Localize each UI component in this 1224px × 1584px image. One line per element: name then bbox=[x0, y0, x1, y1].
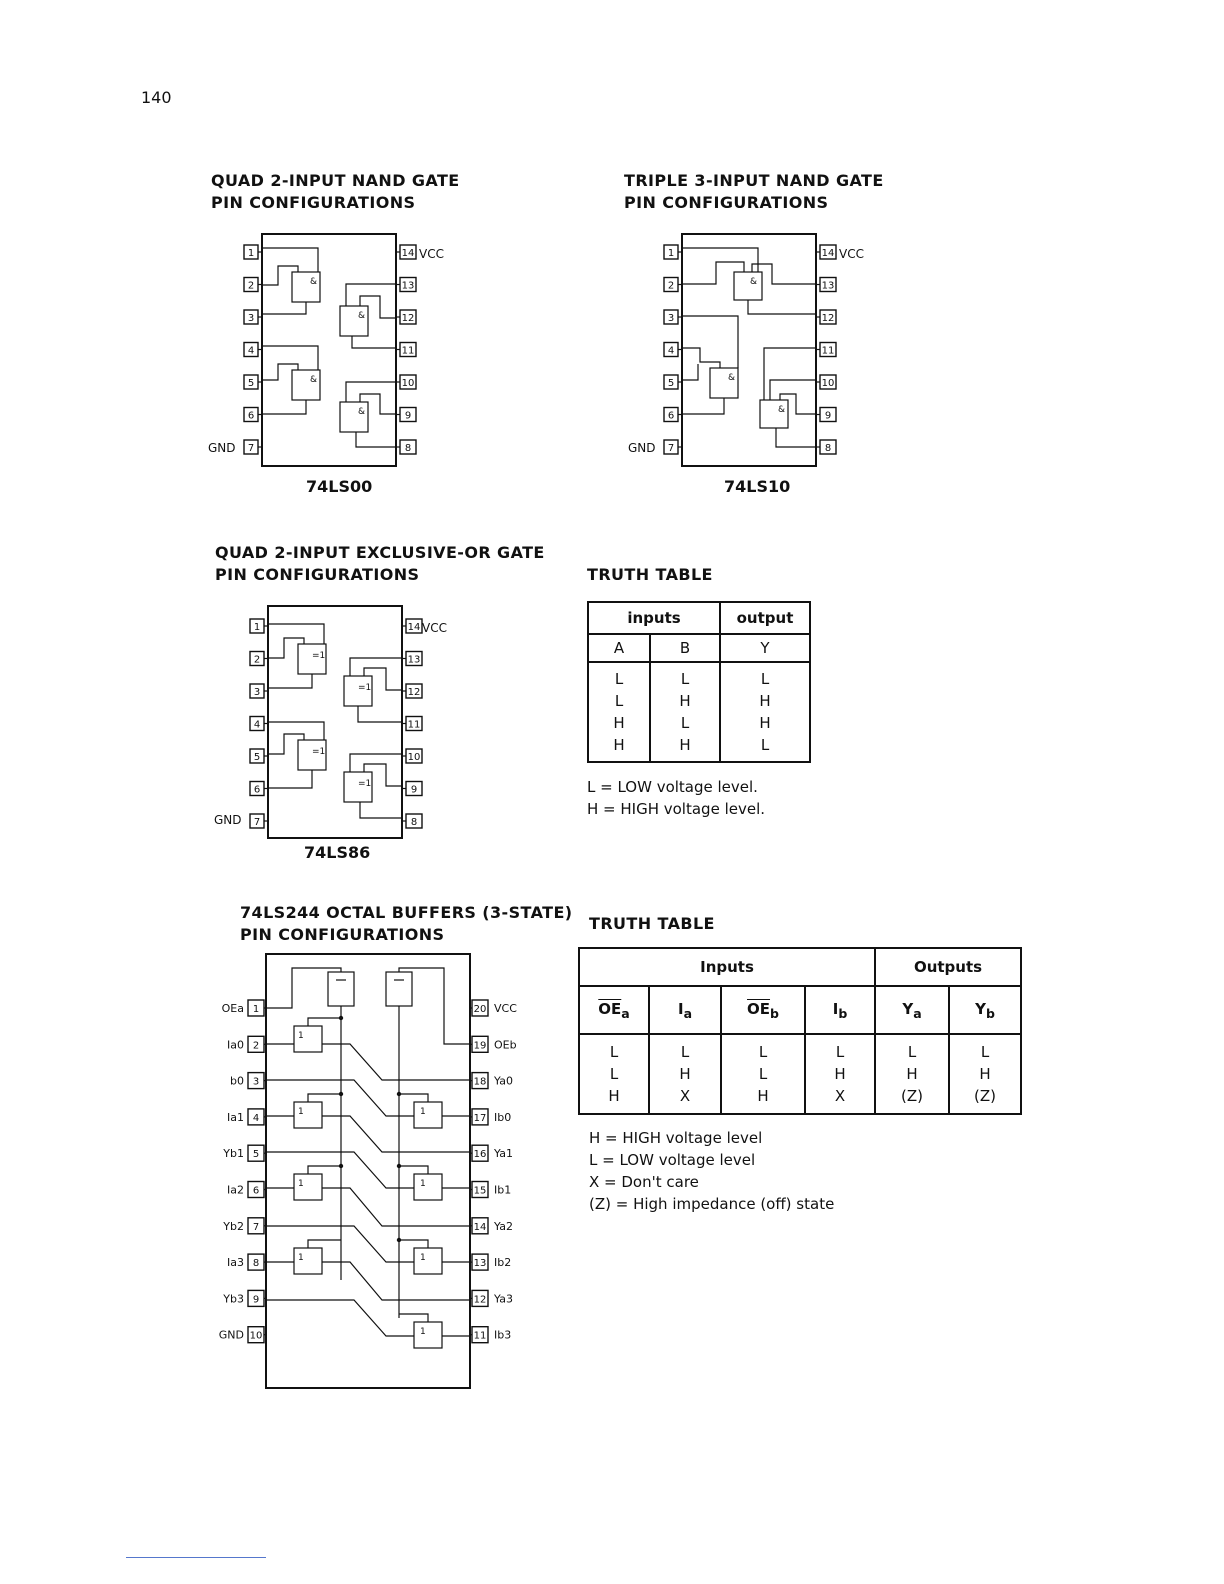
svg-text:12: 12 bbox=[407, 687, 421, 698]
pin-9 bbox=[396, 408, 416, 422]
pin-5 bbox=[664, 375, 682, 389]
col-yb-header: $Y_b$ bbox=[949, 986, 1021, 1034]
svg-text:2: 2 bbox=[247, 280, 255, 292]
svg-text:5: 5 bbox=[253, 752, 261, 763]
col-yb-values: L H (Z) bbox=[949, 1034, 1021, 1114]
svg-text:2: 2 bbox=[252, 1040, 260, 1052]
svg-text:&: & bbox=[310, 375, 318, 385]
pin-label: Ib2 bbox=[494, 1256, 512, 1270]
svg-text:7: 7 bbox=[253, 817, 261, 828]
svg-text:6: 6 bbox=[667, 410, 675, 422]
svg-text:4: 4 bbox=[253, 719, 261, 731]
xor-note-low: L = LOW voltage level. bbox=[587, 778, 758, 796]
pin-12 bbox=[816, 310, 836, 324]
pin-label: Yb1 bbox=[223, 1147, 244, 1161]
outputs-group-header: Outputs bbox=[875, 948, 1021, 986]
pin-label: Yb2 bbox=[223, 1219, 244, 1233]
svg-text:=1: =1 bbox=[358, 779, 372, 789]
svg-text:13: 13 bbox=[407, 654, 421, 666]
svg-text:3: 3 bbox=[252, 1076, 260, 1088]
col-ya-header: $Y_a$ bbox=[875, 986, 949, 1034]
pin-11 bbox=[470, 1327, 488, 1343]
pin-label: Ia3 bbox=[227, 1256, 244, 1270]
pin-5 bbox=[244, 375, 262, 389]
pin-3 bbox=[664, 310, 682, 324]
pin-6 bbox=[248, 1182, 266, 1198]
svg-text:10: 10 bbox=[401, 378, 415, 389]
col-ia-header: $I_a$ bbox=[649, 986, 721, 1034]
pin-10 bbox=[816, 375, 836, 389]
svg-text:&: & bbox=[728, 373, 736, 383]
svg-text:6: 6 bbox=[247, 410, 255, 422]
buffer-note-highz: (Z) = High impedance (off) state bbox=[589, 1195, 835, 1213]
col-oea-header: $\overline{OE}_a$ bbox=[579, 986, 649, 1034]
svg-text:14: 14 bbox=[401, 248, 415, 259]
svg-text:1: 1 bbox=[420, 1253, 426, 1263]
svg-text:1: 1 bbox=[247, 248, 255, 259]
col-y-values: L H H L bbox=[720, 662, 810, 762]
col-oeb-header: $\overline{OE}_b$ bbox=[721, 986, 805, 1034]
svg-text:&: & bbox=[750, 277, 758, 287]
pin-label: Ib0 bbox=[494, 1110, 512, 1124]
chip-body bbox=[266, 954, 470, 1388]
page-number: 140 bbox=[141, 88, 172, 107]
xor-truth-table bbox=[587, 601, 811, 763]
svg-text:15: 15 bbox=[473, 1185, 487, 1197]
xor-heading-line1: QUAD 2-INPUT EXCLUSIVE-OR GATE bbox=[215, 543, 545, 562]
xor-note-high: H = HIGH voltage level. bbox=[587, 800, 766, 818]
svg-text:3: 3 bbox=[253, 687, 261, 698]
pin-label: Ya2 bbox=[494, 1219, 513, 1233]
inputs-group-header: inputs bbox=[588, 602, 720, 634]
nand3-heading-line2: PIN CONFIGURATIONS bbox=[624, 193, 829, 212]
pin-12 bbox=[396, 310, 416, 324]
pin-14 bbox=[470, 1218, 488, 1234]
buffer-note-dontcare: X = Don't care bbox=[589, 1173, 699, 1191]
col-oeb-values: L L H bbox=[721, 1034, 805, 1114]
svg-text:14: 14 bbox=[473, 1221, 487, 1233]
svg-text:9: 9 bbox=[404, 410, 412, 422]
xor-gate bbox=[344, 658, 402, 722]
nand3-pinout-diagram bbox=[620, 228, 880, 478]
pin-4 bbox=[664, 343, 682, 357]
svg-text:10: 10 bbox=[407, 752, 421, 763]
pin-5 bbox=[248, 1145, 266, 1161]
svg-text:7: 7 bbox=[667, 443, 675, 454]
pin-13 bbox=[402, 652, 422, 666]
pin-18 bbox=[470, 1073, 488, 1089]
svg-text:1: 1 bbox=[252, 1004, 260, 1015]
pin-label: Yb3 bbox=[223, 1292, 244, 1306]
xor-truth-title: TRUTH TABLE bbox=[587, 565, 713, 584]
nand-gate bbox=[760, 348, 816, 447]
nand3-part-label: 74LS10 bbox=[724, 477, 791, 496]
pin-11 bbox=[396, 343, 416, 357]
svg-text:11: 11 bbox=[821, 345, 835, 357]
footer-rule bbox=[126, 1557, 266, 1558]
buffer-truth-title: TRUTH TABLE bbox=[589, 914, 715, 933]
svg-text:13: 13 bbox=[401, 280, 415, 292]
pin-1 bbox=[248, 1000, 266, 1016]
svg-text:=1: =1 bbox=[312, 747, 326, 757]
svg-text:&: & bbox=[358, 311, 366, 321]
svg-text:19: 19 bbox=[473, 1040, 487, 1052]
nand-gate bbox=[682, 248, 816, 314]
nand2-pinout-diagram bbox=[200, 228, 460, 478]
nand3-heading bbox=[624, 170, 884, 214]
svg-text:4: 4 bbox=[667, 345, 675, 357]
chip-body bbox=[682, 234, 816, 466]
pin-label: OEb bbox=[494, 1038, 517, 1052]
svg-text:12: 12 bbox=[473, 1294, 487, 1306]
svg-text:1: 1 bbox=[298, 1107, 304, 1117]
pin-14 bbox=[816, 245, 836, 259]
pin-1 bbox=[244, 245, 262, 259]
pin-label: Ib3 bbox=[494, 1328, 512, 1342]
pin-9 bbox=[402, 782, 422, 796]
pin-9 bbox=[248, 1290, 266, 1306]
pin-13 bbox=[396, 278, 416, 292]
svg-text:6: 6 bbox=[252, 1185, 260, 1197]
svg-text:1: 1 bbox=[253, 622, 261, 633]
buffer-heading-line2: PIN CONFIGURATIONS bbox=[240, 925, 445, 944]
pin-20 bbox=[470, 1000, 488, 1016]
output-group-header: output bbox=[720, 602, 810, 634]
pin-8 bbox=[402, 814, 422, 828]
pin-6 bbox=[250, 782, 268, 796]
nand3-heading-line1: TRIPLE 3-INPUT NAND GATE bbox=[624, 171, 884, 190]
vcc-label: VCC bbox=[839, 247, 864, 261]
svg-text:16: 16 bbox=[473, 1149, 487, 1161]
gnd-label: GND bbox=[214, 813, 242, 827]
svg-text:3: 3 bbox=[667, 313, 675, 324]
pin-label: Ia1 bbox=[227, 1110, 244, 1124]
svg-text:9: 9 bbox=[252, 1294, 260, 1306]
chip-body bbox=[262, 234, 396, 466]
svg-text:1: 1 bbox=[298, 1253, 304, 1263]
pin-4 bbox=[248, 1109, 266, 1125]
pin-6 bbox=[244, 408, 262, 422]
svg-text:1: 1 bbox=[298, 1179, 304, 1189]
svg-text:13: 13 bbox=[821, 280, 835, 292]
svg-text:8: 8 bbox=[404, 443, 412, 454]
pin-2 bbox=[250, 652, 268, 666]
xor-heading bbox=[215, 542, 545, 586]
nand2-heading-line2: PIN CONFIGURATIONS bbox=[211, 193, 416, 212]
svg-text:=1: =1 bbox=[358, 683, 372, 693]
pin-14 bbox=[402, 619, 422, 633]
svg-text:5: 5 bbox=[252, 1149, 260, 1161]
col-a-header: A bbox=[588, 634, 650, 662]
pin-label: GND bbox=[218, 1328, 244, 1342]
svg-text:18: 18 bbox=[473, 1076, 487, 1088]
nand2-heading bbox=[211, 170, 460, 214]
col-b-values: L H L H bbox=[650, 662, 720, 762]
pin-10 bbox=[396, 375, 416, 389]
pin-label: Ib1 bbox=[494, 1183, 512, 1197]
pin-19 bbox=[470, 1036, 488, 1052]
svg-text:20: 20 bbox=[473, 1004, 487, 1015]
col-y-header: Y bbox=[720, 634, 810, 662]
col-b-header: B bbox=[650, 634, 720, 662]
svg-text:4: 4 bbox=[247, 345, 255, 357]
svg-text:&: & bbox=[310, 277, 318, 287]
inputs-group-header: Inputs bbox=[579, 948, 875, 986]
vcc-label: VCC bbox=[422, 621, 447, 635]
svg-text:11: 11 bbox=[401, 345, 415, 357]
pin-4 bbox=[250, 717, 268, 731]
nand2-heading-line1: QUAD 2-INPUT NAND GATE bbox=[211, 171, 460, 190]
buffer-heading bbox=[240, 902, 573, 946]
pin-label: Ia0 bbox=[227, 1038, 244, 1052]
col-ib-values: L H X bbox=[805, 1034, 875, 1114]
svg-text:7: 7 bbox=[252, 1221, 260, 1233]
svg-text:2: 2 bbox=[667, 280, 675, 292]
nand2-part-label: 74LS00 bbox=[306, 477, 373, 496]
gnd-label: GND bbox=[208, 441, 236, 455]
buffer-heading-line1: 74LS244 OCTAL BUFFERS (3-STATE) bbox=[240, 903, 573, 922]
nand-gate bbox=[340, 382, 396, 447]
col-oea-values: L L H bbox=[579, 1034, 649, 1114]
pin-label: Ya0 bbox=[494, 1074, 513, 1088]
nand-gate bbox=[340, 284, 396, 348]
svg-text:5: 5 bbox=[247, 378, 255, 389]
svg-text:14: 14 bbox=[821, 248, 835, 259]
svg-text:6: 6 bbox=[253, 784, 261, 796]
buffer-truth-table bbox=[578, 947, 1022, 1115]
pin-7 bbox=[250, 814, 268, 828]
pin-13 bbox=[816, 278, 836, 292]
svg-text:1: 1 bbox=[420, 1179, 426, 1189]
gnd-label: GND bbox=[628, 441, 656, 455]
svg-text:1: 1 bbox=[420, 1107, 426, 1117]
svg-text:12: 12 bbox=[821, 313, 835, 324]
col-ia-values: L H X bbox=[649, 1034, 721, 1114]
pin-6 bbox=[664, 408, 682, 422]
svg-text:9: 9 bbox=[824, 410, 832, 422]
svg-text:10: 10 bbox=[821, 378, 835, 389]
pin-label: OEa bbox=[221, 1002, 244, 1015]
buffer-note-low: L = LOW voltage level bbox=[589, 1151, 756, 1169]
pin-14 bbox=[396, 245, 416, 259]
pin-3 bbox=[250, 684, 268, 698]
svg-text:11: 11 bbox=[473, 1330, 487, 1342]
xor-pinout-diagram bbox=[206, 602, 466, 852]
svg-text:1: 1 bbox=[298, 1031, 304, 1041]
svg-text:12: 12 bbox=[401, 313, 415, 324]
pin-15 bbox=[470, 1182, 488, 1198]
svg-text:5: 5 bbox=[667, 378, 675, 389]
pin-7 bbox=[664, 440, 682, 454]
pin-1 bbox=[664, 245, 682, 259]
pin-8 bbox=[816, 440, 836, 454]
svg-text:1: 1 bbox=[420, 1327, 426, 1337]
col-ya-values: L H (Z) bbox=[875, 1034, 949, 1114]
pin-13 bbox=[470, 1254, 488, 1270]
pin-3 bbox=[248, 1073, 266, 1089]
pin-7 bbox=[244, 440, 262, 454]
svg-text:4: 4 bbox=[252, 1112, 260, 1124]
pin-17 bbox=[470, 1109, 488, 1125]
svg-text:17: 17 bbox=[473, 1112, 487, 1124]
pin-label: Ya1 bbox=[494, 1147, 513, 1161]
pin-11 bbox=[816, 343, 836, 357]
svg-text:=1: =1 bbox=[312, 651, 326, 661]
pin-11 bbox=[402, 717, 422, 731]
svg-text:9: 9 bbox=[410, 784, 418, 796]
pin-2 bbox=[664, 278, 682, 292]
svg-text:7: 7 bbox=[247, 443, 255, 454]
xor-part-label: 74LS86 bbox=[304, 843, 371, 862]
svg-text:8: 8 bbox=[824, 443, 832, 454]
buffer-pinout-diagram bbox=[200, 950, 540, 1392]
svg-text:14: 14 bbox=[407, 622, 421, 633]
pin-label: b0 bbox=[230, 1074, 244, 1088]
buffer-wiring bbox=[266, 968, 470, 1348]
pin-2 bbox=[244, 278, 262, 292]
pin-12 bbox=[470, 1290, 488, 1306]
pin-label: Ia2 bbox=[227, 1183, 244, 1197]
pin-3 bbox=[244, 310, 262, 324]
pin-label: Ya3 bbox=[494, 1292, 513, 1306]
xor-heading-line2: PIN CONFIGURATIONS bbox=[215, 565, 420, 584]
pin-12 bbox=[402, 684, 422, 698]
svg-text:1: 1 bbox=[667, 248, 675, 259]
vcc-label: VCC bbox=[419, 247, 444, 261]
pin-4 bbox=[244, 343, 262, 357]
svg-text:&: & bbox=[778, 405, 786, 415]
pin-8 bbox=[248, 1254, 266, 1270]
xor-gate bbox=[344, 754, 402, 818]
svg-text:&: & bbox=[358, 407, 366, 417]
svg-text:11: 11 bbox=[407, 719, 421, 731]
nand-gate bbox=[682, 316, 738, 414]
svg-text:8: 8 bbox=[410, 817, 418, 828]
pin-16 bbox=[470, 1145, 488, 1161]
pin-9 bbox=[816, 408, 836, 422]
col-ib-header: $I_b$ bbox=[805, 986, 875, 1034]
svg-text:13: 13 bbox=[473, 1258, 487, 1270]
buffer-note-high: H = HIGH voltage level bbox=[589, 1129, 763, 1147]
svg-text:10: 10 bbox=[249, 1330, 263, 1342]
col-a-values: L L H H bbox=[588, 662, 650, 762]
pin-10 bbox=[248, 1327, 266, 1343]
pin-1 bbox=[250, 619, 268, 633]
pin-8 bbox=[396, 440, 416, 454]
pin-2 bbox=[248, 1036, 266, 1052]
svg-text:3: 3 bbox=[247, 313, 255, 324]
pin-7 bbox=[248, 1218, 266, 1234]
pin-label: VCC bbox=[494, 1002, 517, 1015]
svg-text:2: 2 bbox=[253, 654, 261, 666]
svg-text:8: 8 bbox=[252, 1258, 260, 1270]
pin-5 bbox=[250, 749, 268, 763]
pin-10 bbox=[402, 749, 422, 763]
